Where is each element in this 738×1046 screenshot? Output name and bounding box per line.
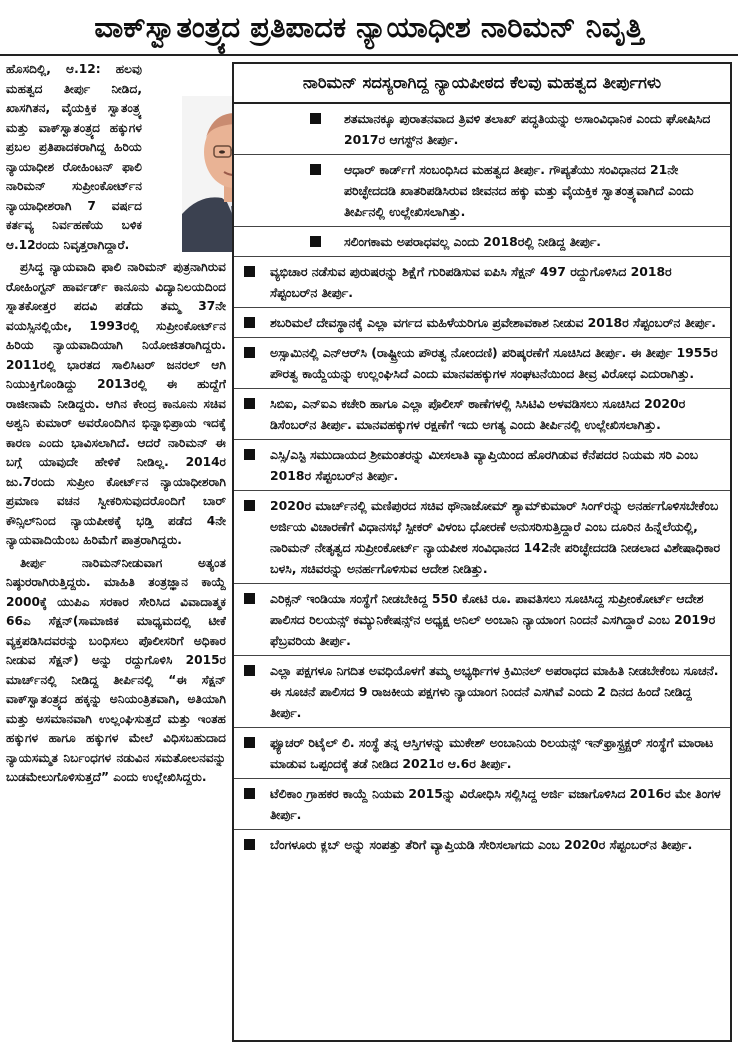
list-item-text: 2020ರ ಮಾರ್ಚ್‌ನಲ್ಲಿ ಮಣಿಪುರದ ಸಚಿವ ಥೌನಾಜೋಮ್ ಶ್ಯಾಮ್‌ಕುಮಾರ್ ಸಿಂಗ್‌ರನ್ನು ಅನರ್ಹಗೊಳಿಸಬೇಕೆಂಬ ಅರ್ಜಿಯ ವಿಚಾರಣೆಗೆ ವಿಧಾನಸಭೆ ಸ್ಪೀಕರ್ ವಿಳಂಬ ಧೋರಣೆ ಅನುಸರಿಸುತ್ತಿದ್ದಾರೆ ಎಂಬ ದೂರಿನ ಹಿನ್ನೆಲೆಯಲ್ಲಿ, ನಾರಿಮನ್ ನೇತೃತ್ವದ ಸುಪ್ರೀಂಕೋರ್ಟ್ ನ್ಯಾಯಪೀಠ ಸಂವಿಧಾನದ 142ನೇ ಪರಿಚ್ಛೇದದಡಿ ನೀಡಲಾದ ವಿಶೇಷಾಧಿಕಾರ ಬಳಸಿ, ಸಚಿವರನ್ನು ಅನರ್ಹಗೊಳಿಸುವ ಆದೇಶ ನೀಡಿತ್ತು. (270, 498, 721, 576)
list-item (234, 338, 730, 389)
bullet-icon (244, 839, 255, 850)
list-item (234, 308, 730, 338)
bullet-icon (244, 737, 255, 748)
judgements-panel (232, 62, 732, 1042)
judgements-list (234, 104, 730, 859)
bullet-icon (244, 398, 255, 409)
list-item-text: ಎರಿಕ್ಸನ್ ಇಂಡಿಯಾ ಸಂಸ್ಥೆಗೆ ನೀಡಬೇಕಿದ್ದ 550 ಕೋಟಿ ರೂ. ಪಾವತಿಸಲು ಸೂಚಿಸಿದ್ದ ಸುಪ್ರೀಂಕೋರ್ಟ್ ಆದೇಶ ಪಾಲಿಸದ ರಿಲಯನ್ಸ್ ಕಮ್ಯುನಿಕೇಷನ್ಸ್‌ನ ಅಧ್ಯಕ್ಷ ಅನಿಲ್ ಅಂಬಾನಿ ನ್ಯಾಯಾಂಗ ನಿಂದನೆ ಎಸಗಿದ್ದಾರೆ ಎಂಬ 2019ರ ಫೆಬ್ರವರಿಯ ತೀರ್ಪು. (270, 591, 716, 648)
list-item (234, 440, 730, 491)
bullet-icon (244, 500, 255, 511)
list-item-text: ಶಬರಿಮಲೆ ದೇವಸ್ಥಾನಕ್ಕೆ ಎಲ್ಲಾ ವರ್ಗದ ಮಹಿಳೆಯರಿಗೂ ಪ್ರವೇಶಾವಕಾಶ ನೀಡುವ 2018ರ ಸೆಪ್ಟಂಬರ್‌ನ ತೀರ್ಪು. (270, 315, 716, 330)
bullet-icon (310, 113, 321, 124)
list-item-text: ಎಸ್ಸಿ/ಎಸ್ಟಿ ಸಮುದಾಯದ ಶ್ರೀಮಂತರನ್ನು ಮೀಸಲಾತಿ ವ್ಯಾಪ್ತಿಯಿಂದ ಹೊರಗಿಡುವ ಕೆನೆಪದರ ನಿಯಮ ಸರಿ ಎಂಬ 2018ರ ಸೆಪ್ಟಂಬರ್‌ನ ತೀರ್ಪು. (270, 447, 699, 483)
list-item-text: ಆಧಾರ್ ಕಾರ್ಡ್‌ಗೆ ಸಂಬಂಧಿಸಿದ ಮಹತ್ವದ ತೀರ್ಪು. ಗೌಪ್ಯತೆಯು ಸಂವಿಧಾನದ 21ನೇ ಪರಿಚ್ಛೇದದಡಿ ಖಾತರಿಪಡಿಸಿರುವ ಜೀವನದ ಹಕ್ಕು ಮತ್ತು ವೈಯಕ್ತಿಕ ಸ್ವಾತಂತ್ರ್ಯವಾಗಿದೆ ಎಂದು ತೀರ್ಪಿನಲ್ಲಿ ಉಲ್ಲೇಖಿಸಲಾಗಿತ್ತು. (344, 162, 694, 219)
bullet-icon (310, 164, 321, 175)
list-item-text: ಎಲ್ಲಾ ಪಕ್ಷಗಳೂ ನಿಗದಿತ ಅವಧಿಯೊಳಗೆ ತಮ್ಮ ಅಭ್ಯರ್ಥಿಗಳ ಕ್ರಿಮಿನಲ್ ಅಪರಾಧದ ಮಾಹಿತಿ ನೀಡಬೇಕೆಂಬ ಸೂಚನೆ. ಈ ಸೂಚನೆ ಪಾಲಿಸದ 9 ರಾಜಕೀಯ ಪಕ್ಷಗಳು ನ್ಯಾಯಾಂಗ ನಿಂದನೆ ಎಸಗಿವೆ ಎಂದು 2 ದಿನದ ಹಿಂದೆ ನೀಡಿದ್ದ ತೀರ್ಪು. (270, 663, 719, 720)
list-item (234, 728, 730, 779)
list-item-text: ಬೆಂಗಳೂರು ಕ್ಲಬ್ ಅನ್ನು ಸಂಪತ್ತು ತೆರಿಗೆ ವ್ಯಾಪ್ತಿಯಡಿ ಸೇರಿಸಲಾಗದು ಎಂಬ 2020ರ ಸೆಪ್ಟಂಬರ್‌ನ ತೀರ್ಪು. (270, 837, 693, 852)
bullet-icon (244, 593, 255, 604)
panel-title: ನಾರಿಮನ್ ಸದಸ್ಯರಾಗಿದ್ದ ನ್ಯಾಯಪೀಠದ ಕೆಲವು ಮಹತ್ವದ ತೀರ್ಪುಗಳು (234, 64, 730, 104)
list-item (234, 227, 730, 257)
article-paragraph-1: ಹೊಸದಿಲ್ಲಿ, ಆ.12: ಹಲವು ಮಹತ್ವದ ತೀರ್ಪು ನೀಡಿದ, ಖಾಸಗಿತನ, ವೈಯಕ್ತಿಕ ಸ್ವಾತಂತ್ರ್ಯ ಮತ್ತು ವಾಕ್‌ಸ್ವಾತಂತ್ರ್ಯದ ಹಕ್ಕುಗಳ ಪ್ರಬಲ ಪ್ರತಿಪಾದಕರಾಗಿದ್ದ ಹಿರಿಯ ನ್ಯಾಯಾಧೀಶ ರೋಹಿಂಟನ್ ಫಾಲಿ ನಾರಿಮನ್ ಸುಪ್ರೀಂಕೋರ್ಟ್‌ನ ನ್ಯಾಯಾಧೀಶರಾಗಿ 7 ವರ್ಷದ ಕರ್ತವ್ಯ ನಿರ್ವಹಣೆಯ ಬಳಿಕ ಆ.12ರಂದು ನಿವೃತ್ತರಾಗಿದ್ದಾರೆ. (6, 62, 142, 252)
bullet-icon (244, 266, 255, 277)
list-item-text: ವ್ಯಭಿಚಾರ ನಡೆಸುವ ಪುರುಷರನ್ನು ಶಿಕ್ಷೆಗೆ ಗುರಿಪಡಿಸುವ ಐಪಿಸಿ ಸೆಕ್ಷನ್ 497 ರದ್ದುಗೊಳಿಸಿದ 2018ರ ಸೆಪ್ಟಂಬರ್‌ನ ತೀರ್ಪು. (270, 264, 672, 300)
bullet-icon (244, 788, 255, 799)
bullet-icon (244, 449, 255, 460)
list-item-text: ಫ್ಯೂಚರ್ ರಿಟೈಲ್ ಲಿ. ಸಂಸ್ಥೆ ತನ್ನ ಆಸ್ತಿಗಳನ್ನು ಮುಕೇಶ್ ಅಂಬಾನಿಯ ರಿಲಯನ್ಸ್ ಇನ್‌ಫ್ರಾಸ್ಟ್ರಕ್ಚರ್ ಸಂಸ್ಥೆಗೆ ಮಾರಾಟ ಮಾಡುವ ಒಪ್ಪಂದಕ್ಕೆ ತಡೆ ನೀಡಿದ 2021ರ ಆ.6ರ ತೀರ್ಪು. (270, 735, 714, 771)
bullet-icon (244, 347, 255, 358)
list-item (234, 104, 730, 155)
list-item (234, 155, 730, 227)
headline: ವಾಕ್‌ಸ್ವಾತಂತ್ರ್ಯದ ಪ್ರತಿಪಾದಕ ನ್ಯಾಯಾಧೀಶ ನಾರಿಮನ್ ನಿವೃತ್ತಿ (0, 0, 738, 56)
list-item-text: ಸಿಬಿಐ, ಎನ್‌ಐಎ ಕಚೇರಿ ಹಾಗೂ ಎಲ್ಲಾ ಪೊಲೀಸ್ ಠಾಣೆಗಳಲ್ಲಿ ಸಿಸಿಟಿವಿ ಅಳವಡಿಸಲು ಸೂಚಿಸಿದ 2020ರ ಡಿಸೆಂಬರ್‌ನ ತೀರ್ಪು. ಮಾನವಹಕ್ಕುಗಳ ರಕ್ಷಣೆಗೆ ಇದು ಅಗತ್ಯ ಎಂದು ತೀರ್ಪಿನಲ್ಲಿ ಉಲ್ಲೇಖಿಸಲಾಗಿತ್ತು. (270, 396, 686, 432)
list-item (234, 830, 730, 859)
list-item (234, 779, 730, 830)
list-item-text: ಶತಮಾನಕ್ಕೂ ಪುರಾತನವಾದ ತ್ರಿವಳಿ ತಲಾಖ್ ಪದ್ಧತಿಯನ್ನು ಅಸಾಂವಿಧಾನಿಕ ಎಂದು ಘೋಷಿಸಿದ 2017ರ ಆಗಸ್ಟ್‌ನ ತೀರ್ಪು. (344, 111, 711, 147)
article-paragraph-3: ತೀರ್ಪು ನಾರಿಮನ್‌ನೀಡುವಾಗ ಅತ್ಯಂತ ನಿಷ್ಠುರರಾಗಿರುತ್ತಿದ್ದರು. ಮಾಹಿತಿ ತಂತ್ರಜ್ಞಾನ ಕಾಯ್ದೆ 2000ಕ್ಕೆ ಯುಪಿಎ ಸರಕಾರ ಸೇರಿಸಿದ ವಿವಾದಾತ್ಮಕ 66ಎ ಸೆಕ್ಷನ್(ಸಾಮಾಜಿಕ ಮಾಧ್ಯಮದಲ್ಲಿ ಟೀಕೆ ವ್ಯಕ್ತಪಡಿಸಿದವರನ್ನು ಬಂಧಿಸಲು ಪೊಲೀಸರಿಗೆ ಅಧಿಕಾರ ನೀಡುವ ಸೆಕ್ಷನ್) ಅನ್ನು ರದ್ದುಗೊಳಿಸಿ 2015ರ ಮಾರ್ಚ್‌ನಲ್ಲಿ ನೀಡಿದ್ದ ತೀರ್ಪಿನಲ್ಲಿ “ಈ ಸೆಕ್ಷನ್ ವಾಕ್‌ಸ್ವಾತಂತ್ರ್ಯದ ಹಕ್ಕನ್ನು ಅನಿಯಂತ್ರಿತವಾಗಿ, ಅತಿಯಾಗಿ ಮತ್ತು ಅಸಮಾನವಾಗಿ ಉಲ್ಲಂಘಿಸುತ್ತದೆ ಮತ್ತು ಇಂತಹ ಹಕ್ಕುಗಳ ಹಾಗೂ ಹಕ್ಕುಗಳ ಮೇಲೆ ವಿಧಿಸಬಹುದಾದ ನ್ಯಾಯಸಮ್ಮತ ನಿರ್ಬಂಧಗಳ ನಡುವಿನ ಸಮತೋಲನವನ್ನು ಬುಡಮೇಲುಗೊಳಿಸುತ್ತದೆ” ಎಂದು ಉಲ್ಲೇಖಿಸಿದ್ದರು. (6, 555, 226, 784)
list-item-text: ಟೆಲಿಕಾಂ ಗ್ರಾಹಕರ ಕಾಯ್ದೆ ನಿಯಮ 2015ನ್ನು ವಿರೋಧಿಸಿ ಸಲ್ಲಿಸಿದ್ದ ಅರ್ಜಿ ವಜಾಗೊಳಿಸಿದ 2016ರ ಮೇ ತಿಂಗಳ ತೀರ್ಪು. (270, 786, 721, 822)
list-item (234, 257, 730, 308)
bullet-icon (310, 236, 321, 247)
bullet-icon (244, 317, 255, 328)
list-item-text: ಅಸ್ಸಾಮಿನಲ್ಲಿ ಎನ್‌ಆರ್‌ಸಿ (ರಾಷ್ಟ್ರೀಯ ಪೌರತ್ವ ನೋಂದಣಿ) ಪರಿಷ್ಕರಣೆಗೆ ಸೂಚಿಸಿದ ತೀರ್ಪು. ಈ ತೀರ್ಪು 1955ರ ಪೌರತ್ವ ಕಾಯ್ದೆಯನ್ನು ಉಲ್ಲಂಘಿಸಿದೆ ಎಂದು ಮಾನವಹಕ್ಕುಗಳ ಸಂಘಟನೆಯಿಂದ ತೀವ್ರ ವಿರೋಧ ಎದುರಾಗಿತ್ತು. (270, 345, 718, 381)
list-item (234, 656, 730, 728)
list-item-text: ಸಲಿಂಗಕಾಮ ಅಪರಾಧವಲ್ಲ ಎಂದು 2018ರಲ್ಲಿ ನೀಡಿದ್ದ ತೀರ್ಪು. (344, 234, 602, 249)
list-item (234, 584, 730, 656)
article-paragraph-2: ಪ್ರಸಿದ್ಧ ನ್ಯಾಯವಾದಿ ಫಾಲಿ ನಾರಿಮನ್ ಪುತ್ರನಾಗಿರುವ ರೋಹಿಂಗ್ಟನ್ ಹಾರ್ವರ್ಡ್ ಕಾನೂನು ವಿದ್ಯಾನಿಲಯದಿಂದ ಸ್ನಾತಕೋತ್ತರ ಪದವಿ ಪಡೆದು ತಮ್ಮ 37ನೇ ವಯಸ್ಸಿನಲ್ಲಿಯೇ, 1993ರಲ್ಲಿ ಸುಪ್ರೀಂಕೋರ್ಟ್‌ನ ಹಿರಿಯ ನ್ಯಾಯವಾದಿಯಾಗಿ ನಿಯೋಜಿತರಾಗಿದ್ದರು. 2011ರಲ್ಲಿ ಭಾರತದ ಸಾಲಿಸಿಟರ್ ಜನರಲ್ ಆಗಿ ನಿಯುಕ್ತಿಗೊಂಡಿದ್ದು 2013ರಲ್ಲಿ ಈ ಹುದ್ದೆಗೆ ರಾಜೀನಾಮೆ ನೀಡಿದ್ದರು. ಆಗಿನ ಕೇಂದ್ರ ಕಾನೂನು ಸಚಿವ ಅಶ್ವನಿ ಕುಮಾರ್ ಅವರೊಂದಿಗಿನ ಭಿನ್ನಾಭಿಪ್ರಾಯ ಇದಕ್ಕೆ ಕಾರಣ ಎಂದು ಭಾವಿಸಲಾಗಿದೆ. ಆದರೆ ನಾರಿಮನ್ ಈ ಬಗ್ಗೆ ಯಾವುದೇ ಹೇಳಿಕೆ ನೀಡಿಲ್ಲ. 2014ರ ಜು.7ರಂದು ಸುಪ್ರೀಂ ಕೋರ್ಟ್‌ನ ನ್ಯಾಯಾಧೀಶರಾಗಿ ಪ್ರಮಾಣ ವಚನ ಸ್ವೀಕರಿಸುವುದರೊಂದಿಗೆ ಬಾರ್ ಕೌನ್ಸಿಲ್‌ನಿಂದ ನ್ಯಾಯಪೀಠಕ್ಕೆ ಭಡ್ತಿ ಪಡೆದ 4ನೇ ನ್ಯಾಯವಾದಿಯೆಂಬ ಹಿರಿಮೆಗೆ ಪಾತ್ರರಾಗಿದ್ದರು. (6, 260, 226, 547)
list-item (234, 491, 730, 584)
bullet-icon (244, 665, 255, 676)
list-item (234, 389, 730, 440)
